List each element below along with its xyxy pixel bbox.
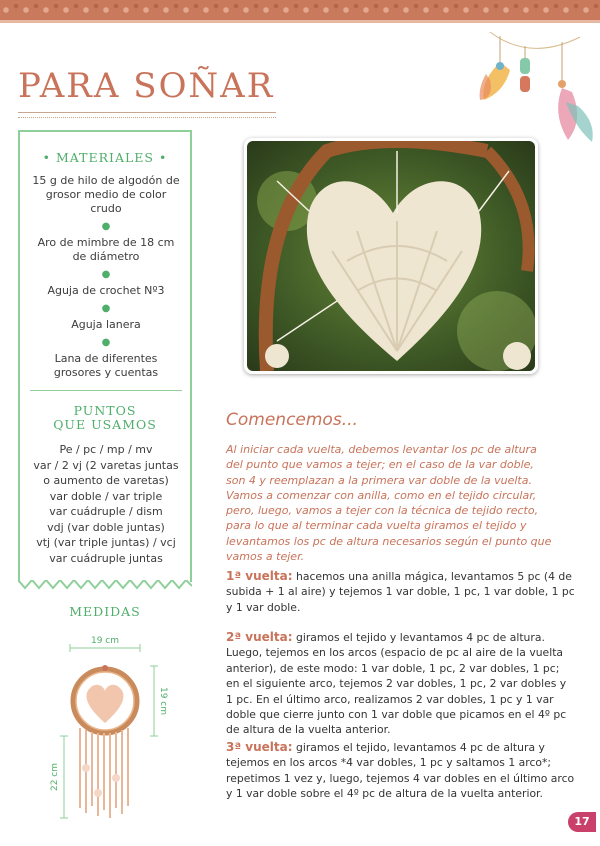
bullet-dot-icon: ●: [101, 337, 111, 348]
panel-zigzag-edge: [18, 580, 192, 590]
stitches-heading-line1: PUNTOS: [73, 403, 137, 418]
stitch-line: var cuádruple / dism: [49, 505, 163, 518]
intro-paragraph-2: Vamos a comenzar con anilla, como en el tejido circular, pero, luego, vamos a tejer con la técnica de tejido recto, para lo que al terminar cada vuelta giramos el tejido y levantamos los pc de altura necesarios según el punto que vamos a tejer.: [226, 488, 552, 564]
intro-heading: Comencemos...: [226, 410, 358, 430]
materials-list: [32, 174, 180, 380]
bullet-dot-icon: ●: [101, 269, 111, 280]
stitches-list: [26, 442, 186, 566]
top-pattern-band: [0, 0, 600, 20]
panel-divider: [30, 390, 182, 391]
stitch-line: var cuádruple juntas: [49, 551, 163, 565]
title-underline: [18, 112, 276, 118]
material-item: Aguja lanera: [71, 318, 141, 331]
round-3-label: 3ª vuelta:: [226, 740, 293, 754]
stitch-line: var / 2 vj (2 varetas juntas: [33, 458, 179, 472]
height-measure-label: 19 cm: [158, 686, 168, 716]
materials-heading: • MATERIALES •: [42, 150, 168, 165]
material-item: Aguja de crochet Nº3: [47, 284, 165, 297]
round-2: [226, 630, 576, 738]
materials-panel: [18, 130, 192, 582]
width-measure-label: 19 cm: [90, 636, 120, 646]
round-3-text: giramos el tejido, levantamos 4 pc de altura y tejemos en los arcos *4 var dobles, 1 pc y saltamos 1 arco*; repetimos 1 vez y, luego, tejemos 4 var dobles en el último arco y 1 var doble sobre el 4º pc de altura de la vuelta anterior.: [226, 741, 575, 801]
material-item: Aro de mimbre de 18 cm de diámetro: [37, 236, 175, 263]
material-item: 15 g de hilo de algodón de grosor medio de color crudo: [32, 174, 180, 215]
bullet-dot-icon: ●: [101, 221, 111, 232]
stitch-line: var doble / var triple: [49, 489, 163, 503]
stitches-heading: [20, 404, 190, 432]
total-measure-label: 22 cm: [50, 762, 60, 792]
stitch-line: o aumento de varetas): [43, 474, 169, 487]
stitch-line: vdj (var doble juntas): [47, 520, 165, 534]
heart-crochet-photo-icon: [247, 141, 535, 371]
round-2-text: giramos el tejido y levantamos 4 pc de altura. Luego, tejemos en los arcos (espacio de pc al aire de la vuelta anterior), de este modo: 1 var doble, 1 pc, 2 var dobles, 1 pc; en el siguiente arco, tejemos 2 var dobles, 1 pc, 2 var dobles y 1 pc. En el último arco, realizamos 2 var dobles, 1 pc y 1 var doble que cierre junto con 1 var doble que picamos en el 4º pc de altura de la vuelta anterior.: [226, 631, 567, 737]
material-item: Lana de diferentes grosores y cuentas: [53, 352, 159, 379]
round-1-text: hacemos una anilla mágica, levantamos 5 pc (4 de subida + 1 al aire) y tejemos 1 var doble, 1 pc, 1 var doble, 1 pc y 1 var doble.: [226, 570, 575, 614]
round-1-label: 1ª vuelta:: [226, 569, 293, 583]
bullet-dot-icon: ●: [101, 303, 111, 314]
measures-heading: MEDIDAS: [69, 604, 141, 619]
dreamcatcher-photo: [244, 138, 538, 374]
stitch-line: vtj (var triple juntas) / vcj: [36, 536, 176, 549]
round-2-label: 2ª vuelta:: [226, 630, 293, 644]
stitch-line: Pe / pc / mp / mv: [59, 443, 153, 456]
round-3: [226, 740, 576, 802]
page-title: PARA SOÑAR: [18, 66, 275, 106]
dreamcatcher-diagram: [30, 628, 180, 828]
stitches-heading-line2: QUE USAMOS: [53, 417, 157, 432]
round-1: [226, 569, 576, 615]
intro-text: [226, 442, 556, 564]
intro-paragraph-1: Al iniciar cada vuelta, debemos levantar los pc de altura del punto que vamos a tejer; en el caso de la var doble, son 4 y reemplazan a la primera var doble de la vuelta.: [226, 443, 537, 487]
feather-charms-decoration: [470, 22, 600, 152]
page-number: 17: [568, 812, 596, 832]
